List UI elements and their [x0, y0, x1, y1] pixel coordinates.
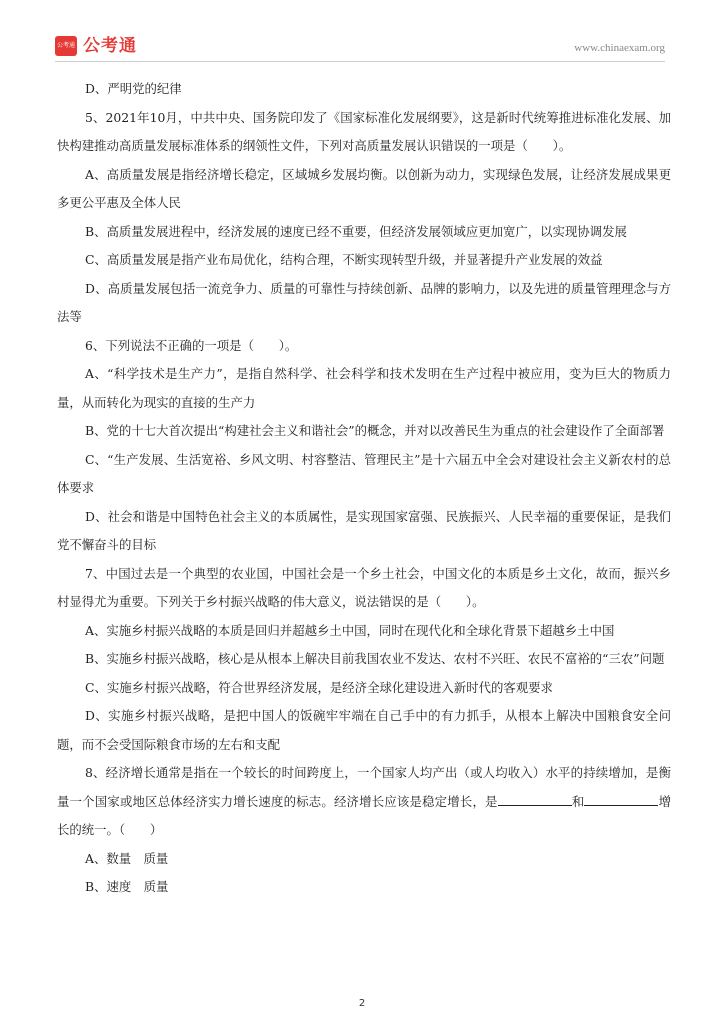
- q8-text-part2: 和: [571, 793, 585, 809]
- paragraph: D、严明党的纪律: [85, 81, 182, 96]
- q5-option-c: C、高质量发展是指产业布局优化，结构合理，不断实现转型升级，并显著提升产业发展的效益: [85, 252, 603, 267]
- page-number: 2: [358, 998, 366, 1009]
- header-divider: [55, 61, 665, 62]
- q8-text-part1: 8、经济增长通常是指在一个较长的时间跨度上，一个国家人均产出（或人均收入）水平的持续增加，是衡量一个国家或地区总体经济实力增长速度的标志。经济增长应该是稳定增长，是: [57, 765, 671, 809]
- question-6: 6、下列说法不正确的一项是（ ）。: [85, 337, 298, 353]
- answer-blank: [584, 793, 658, 806]
- q8-option-a: A、数量 质量: [85, 850, 169, 866]
- question-5: 5、2021年10月，中共中央、国务院印发了《国家标准化发展纲要》，这是新时代统筹推进标准化发展、加快构建推动高质量发展标准体系的纲领性文件，下列对高质量发展认识错误的一项是（ ）。: [57, 109, 671, 153]
- q8-option-b: B、速度 质量: [85, 879, 169, 894]
- q7-option-a: A、实施乡村振兴战略的本质是回归并超越乡土中国，同时在现代化和全球化背景下超越乡土中国: [85, 622, 615, 638]
- q6-option-b: B、党的十七大首次提出“构建社会主义和谐社会”的概念，并对以改善民生为重点的社会建设作了全面部署: [85, 423, 665, 438]
- answer-blank: [498, 793, 572, 806]
- logo-badge: 公考通: [55, 36, 77, 56]
- q7-option-d: D、实施乡村振兴战略，是把中国人的饭碗牢牢端在自己手中的有力抓手，从根本上解决中国粮食安全问题，而不会受国际粮食市场的左右和支配: [57, 708, 671, 752]
- question-7: 7、中国过去是一个典型的农业国，中国社会是一个乡土社会，中国文化的本质是乡土文化，故而，振兴乡村显得尤为重要。下列关于乡村振兴战略的伟大意义，说法错误的是（ ）。: [57, 565, 671, 609]
- q6-option-a: A、“科学技术是生产力”，是指自然科学、社会科学和技术发明在生产过程中被应用，变为巨大的物质力量，从而转化为现实的直接的生产力: [57, 366, 671, 410]
- q5-option-b: B、高质量发展进程中，经济发展的速度已经不重要，但经济发展领域应更加宽广，以实现协调发展: [85, 223, 627, 239]
- q6-option-c: C、“生产发展、生活宽裕、乡风文明、村容整洁、管理民主”是十六届五中全会对建设社会主义新农村的总体要求: [57, 451, 671, 495]
- question-8: [57, 759, 671, 845]
- logo-text: 公考通: [83, 36, 137, 56]
- q5-option-a: A、高质量发展是指经济增长稳定，区域城乡发展均衡。以创新为动力，实现绿色发展，让经济发展成果更多更公平惠及全体人民: [57, 166, 671, 210]
- site-url[interactable]: www.chinaexam.org: [574, 42, 665, 54]
- q8-text-part3: 增长的统一。（ ）: [57, 793, 672, 837]
- q7-option-b: B、实施乡村振兴战略，核心是从根本上解决目前我国农业不发达、农村不兴旺、农民不富裕的“三农”问题: [85, 651, 665, 666]
- page-header: [55, 34, 665, 60]
- document-body: [57, 75, 671, 902]
- q6-option-d: D、社会和谐是中国特色社会主义的本质属性，是实现国家富强、民族振兴、人民幸福的重要保证，是我们党不懈奋斗的目标: [57, 508, 671, 552]
- q5-option-d: D、高质量发展包括一流竞争力、质量的可靠性与持续创新、品牌的影响力，以及先进的质量管理理念与方法等: [57, 280, 671, 324]
- q7-option-c: C、实施乡村振兴战略，符合世界经济发展，是经济全球化建设进入新时代的客观要求: [85, 679, 553, 695]
